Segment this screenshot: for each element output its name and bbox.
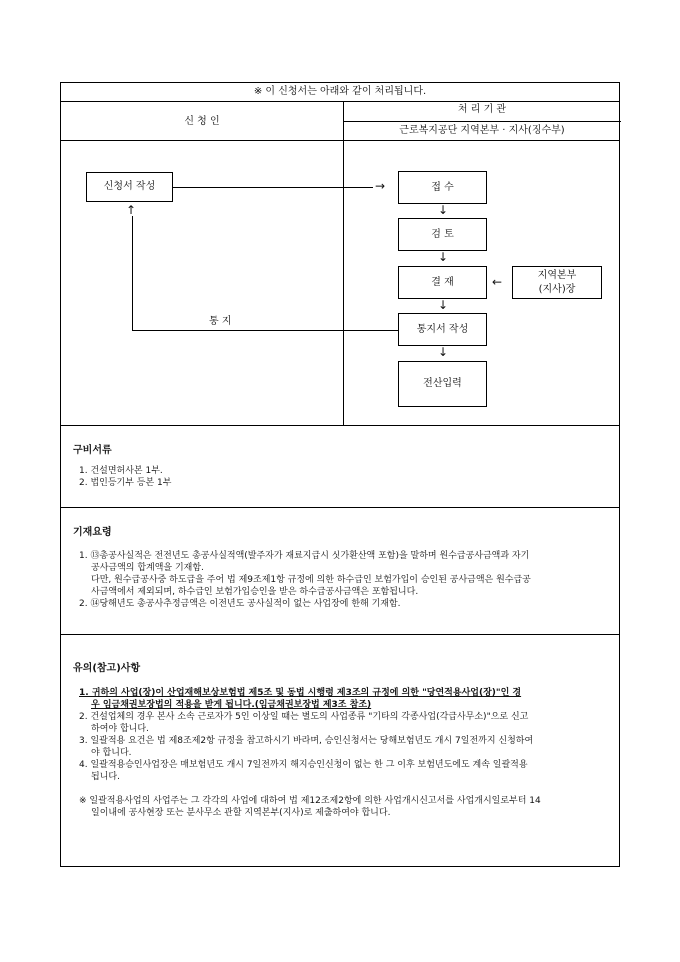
instruction-line: 사금액에서 제외되며, 하수급인 보험가입승인을 받은 하수급공사금액은 포함됩니다. — [91, 587, 419, 597]
processor-column-header: 처 리 기 관 — [457, 104, 507, 115]
instruction-line: 2. ⑭당해년도 총공사추정금액은 이전년도 공사실적이 없는 사업장에 한해 기재함. — [79, 599, 401, 609]
arrow-down-icon: ↓ — [438, 298, 449, 312]
regional-head-line1: 지역본부 — [537, 269, 577, 281]
divider — [61, 101, 619, 102]
notify-label: 통 지 — [209, 316, 232, 327]
divider — [61, 140, 619, 141]
docs-list — [79, 465, 609, 489]
docs-item: 1. 건설면허사본 1부. — [79, 466, 163, 476]
divider — [61, 634, 619, 635]
notes-list — [79, 687, 609, 819]
note-line: 1. 귀하의 사업(장)이 산업재해보상보험법 제5조 및 동법 시행령 제3조의 규정에 의한 "당연적용사업(장)"인 경 — [79, 688, 522, 698]
regional-head-line2: (지사)장 — [538, 283, 576, 295]
form-frame — [60, 82, 620, 867]
divider — [61, 507, 619, 508]
note-line: 됩니다. — [91, 772, 120, 782]
notify-doc-box: 통지서 작성 — [398, 313, 487, 346]
approve-box: 결 재 — [398, 266, 487, 299]
instruction-line: 다만, 원수급공사중 하도급을 주어 법 제9조제1항 규정에 의한 하수급인 보험가입이 승인된 공사금액은 원수급공 — [91, 575, 531, 585]
note-line: 2. 건설업체의 경우 본사 소속 근로자가 5인 이상일 때는 별도의 사업종류 "기타의 각종사업(각급사무소)"으로 신고 — [79, 712, 529, 722]
instructions-list — [79, 550, 609, 610]
instruction-line: 1. ⑬총공사실적은 전전년도 총공사실적액(발주자가 재료지급시 싯가환산액 포함)을 말하며 원수급공사금액과 자기 — [79, 551, 530, 561]
connector-line — [173, 187, 373, 188]
divider — [343, 121, 621, 122]
docs-title: 구비서류 — [73, 445, 112, 456]
note-line: 야 합니다. — [91, 748, 132, 758]
review-box: 검 토 — [398, 218, 487, 251]
notify-line — [132, 330, 398, 331]
notes-title: 유의(참고)사항 — [73, 663, 141, 674]
note-line: 하여야 합니다. — [91, 724, 149, 734]
note-line: 4. 일괄적용승인사업장은 매보험년도 개시 7일전까지 해지승인신청이 없는 한 그 이후 보험년도에도 계속 일괄적용 — [79, 760, 528, 770]
arrow-right-icon: → — [375, 179, 386, 193]
note-line: ※ 일괄적용사업의 사업주는 그 각각의 사업에 대하여 법 제12조제2항에 의한 사업개시신고서를 사업개시일로부터 14 — [79, 796, 541, 806]
arrow-down-icon: ↓ — [438, 250, 449, 264]
processor-subheader: 근로복지공단 지역본부 · 지사(징수부) — [399, 125, 565, 136]
receive-box: 접 수 — [398, 171, 487, 204]
arrow-down-icon: ↓ — [438, 345, 449, 359]
arrow-down-icon: ↓ — [438, 203, 449, 217]
notify-line — [132, 216, 133, 330]
regional-head-box — [512, 266, 602, 299]
note-line: 일이내에 공사현장 또는 분사무소 관할 지역본부(지사)로 제출하여야 합니다. — [91, 808, 391, 818]
applicant-column-header: 신 청 인 — [184, 116, 220, 127]
apply-box: 신청서 작성 — [86, 172, 173, 202]
note-line: 우 임금채권보장법의 적용을 받게 됩니다.(임금채권보장법 제3조 참조) — [91, 700, 372, 710]
input-box: 전산입력 — [398, 361, 487, 407]
docs-item: 2. 법인등기부 등본 1부 — [79, 478, 172, 488]
process-note: ※ 이 신청서는 아래와 같이 처리됩니다. — [253, 86, 427, 97]
divider — [61, 425, 619, 426]
arrow-left-icon: ← — [492, 275, 503, 289]
divider — [343, 140, 344, 425]
instructions-title: 기재요령 — [73, 527, 112, 538]
note-line: 3. 일괄적용 요건은 법 제8조제2항 규정을 참고하시기 바라며, 승인신청서는 당해보험년도 개시 7일전까지 신청하여 — [79, 736, 534, 746]
arrow-up-icon: ↑ — [126, 203, 137, 217]
instruction-line: 공사금액의 합계액을 기재함. — [91, 563, 204, 573]
